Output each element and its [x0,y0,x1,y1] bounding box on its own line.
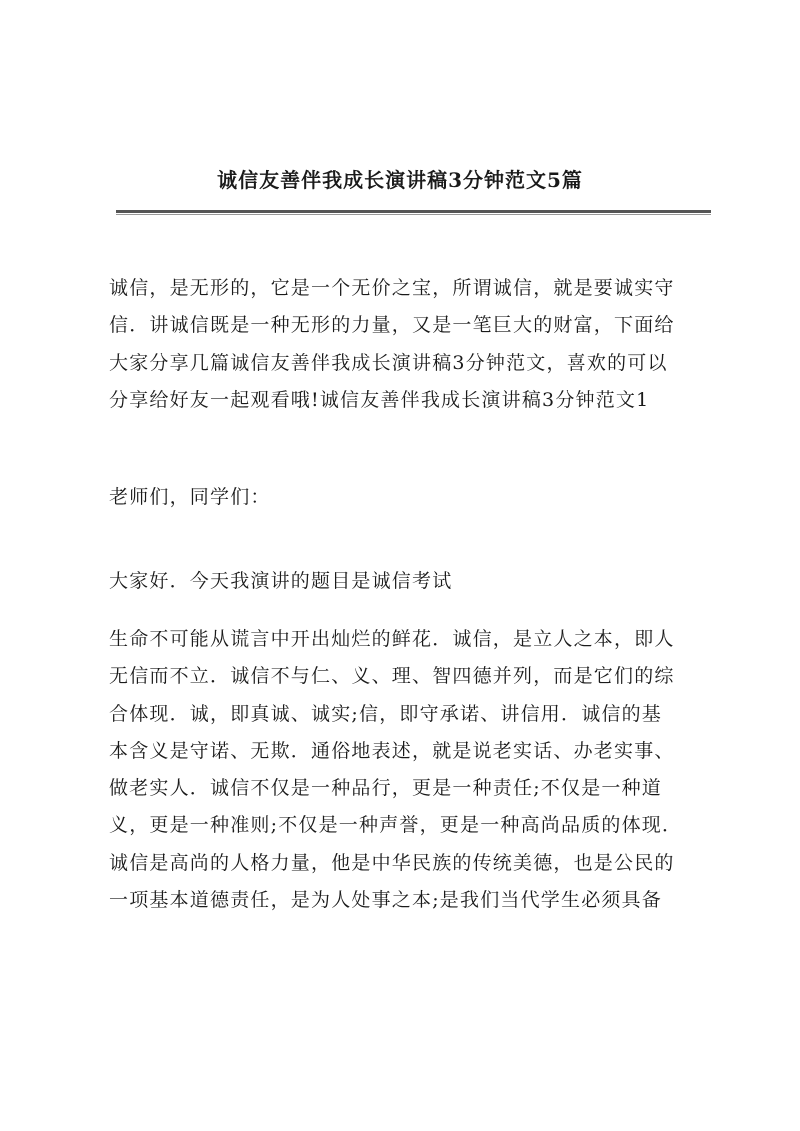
paragraph-line: 诚信是高尚的人格力量，他是中华民族的传统美德，也是公民的 [109,851,675,874]
paragraph-line: 信．讲诚信既是一种无形的力量，又是一笔巨大的财富，下面给 [109,314,675,337]
paragraph-line: 本含义是守诺、无欺．通俗地表述，就是说老实话、办老实事、 [109,739,675,762]
title-underline-thin [116,214,711,215]
paragraph-line: 一项基本道德责任，是为人处事之本;是我们当代学生必须具备 [109,889,663,912]
document-title: 诚信友善伴我成长演讲稿3分钟范文5篇 [217,168,583,192]
paragraph-line: 诚信，是无形的，它是一个无价之宝，所谓诚信，就是要诚实守 [109,277,675,299]
body-paragraph [109,621,714,919]
paragraph-line: 大家分享几篇诚信友善伴我成长演讲稿3分钟范文，喜欢的可以 [109,351,668,374]
paragraph-line: 合体现．诚，即真诚、诚实;信，即守承诺、讲信用．诚信的基 [109,702,663,725]
paragraph-line: 分享给好友一起观看哦!诚信友善伴我成长演讲稿3分钟范文1 [109,388,650,411]
paragraph-line: 老师们，同学们： [109,486,271,508]
paragraph-line: 义，更是一种准则;不仅是一种声誉，更是一种高尚品质的体现． [109,814,683,837]
paragraph-line: 做老实人．诚信不仅是一种品行，更是一种责任;不仅是一种道 [109,777,663,800]
paragraph-line: 无信而不立．诚信不与仁、义、理、智四德并列，而是它们的综 [109,665,675,688]
title-underline [116,210,711,213]
paragraph-line: 生命不可能从谎言中开出灿烂的鲜花．诚信，是立人之本，即人 [109,628,675,650]
greeting-paragraph [109,479,714,516]
opening-paragraph [109,563,714,600]
intro-paragraph [109,270,714,419]
paragraph-line: 大家好．今天我演讲的题目是诚信考试 [109,570,453,592]
